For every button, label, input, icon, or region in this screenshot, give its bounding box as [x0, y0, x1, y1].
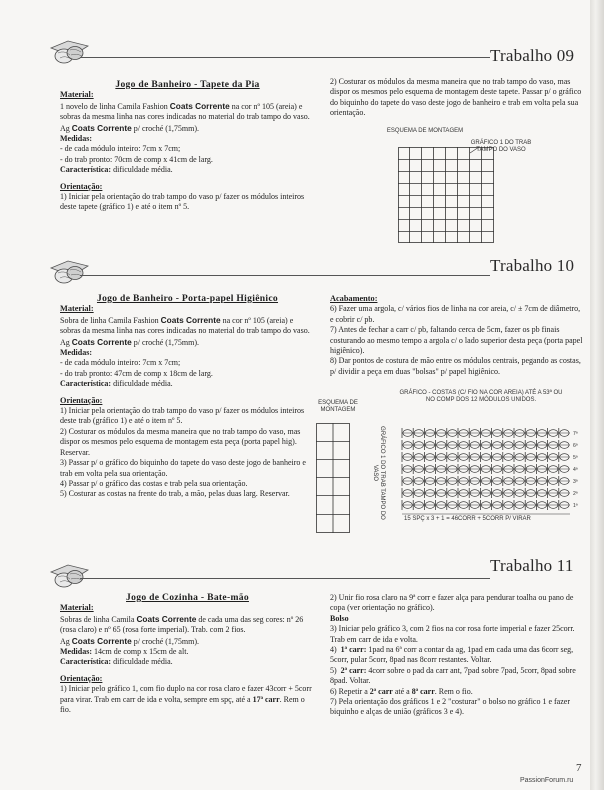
medida-item: - do trab pronto: 70cm de comp x 41cm de larg.: [60, 154, 213, 164]
instruction-step: 2) Costurar os módulos da mesma maneira que no trab tampo do vaso, mas dispor os mesmos pelo esquema de montagem esta peça (porta papel hig). Reservar.: [60, 426, 301, 457]
caracteristica-text: Característica: dificuldade média.: [60, 657, 173, 667]
medida-item: - de cada módulo inteiro: 7cm x 7cm;: [60, 358, 181, 368]
row-number-label: 2ª: [573, 491, 578, 497]
row-number-label: 4ª: [573, 467, 578, 473]
medidas-heading: Medidas:: [60, 348, 92, 358]
project-title: Jogo de Banheiro - Tapete da Pia: [115, 79, 260, 90]
row-number-label: 3ª: [573, 479, 578, 485]
material-heading: Material:: [60, 304, 94, 314]
yarn-ball-logo-icon: [48, 38, 90, 66]
instruction-step: 7) Pela orientação dos gráficos 1 e 2 "costurar" o bolso no gráfico 1 e fazer biquinho e alças de união (gráficos 3 e 4).: [330, 697, 570, 717]
row-number-label: 6ª: [573, 443, 578, 449]
header-rule: [80, 578, 490, 579]
header-rule: [80, 275, 490, 276]
instruction-step: 1) Iniciar pelo gráfico 1, com fio duplo na cor rosa claro e fazer 43corr + 5corr para virar. Trab em carr de ida e volta, sempre em spç, até a 17ª carr. Rem o fio.: [60, 684, 312, 715]
instruction-step: 2) Unir fio rosa claro na 9ª corr e fazer alça para pendurar toalha ou pano de copa (ver orientação no gráfico).: [330, 593, 574, 613]
section-10-left-column: [60, 294, 315, 500]
instruction-step: 6) Repetir a 2ª carr até a 8ª carr. Rem o fio.: [330, 686, 473, 696]
acabamento-heading: Acabamento:: [330, 294, 378, 303]
chart-label: ESQUEMA DE MONTAGEM: [386, 128, 464, 134]
section-header: Trabalho 09: [490, 46, 575, 65]
chart-label: GRÁFICO - COSTAS (C/ FIO NA COR AREIA) ATÉ A 53ª OU NO COMP DOS 12 MÓDULOS UNIDOS.: [399, 390, 563, 403]
needle-text: Ag Coats Corrente p/ croché (1,75mm).: [60, 336, 200, 347]
chart-label: GRÁFICO 1 DO TRAB TAMPO DO VASO: [372, 426, 385, 520]
section-11-right-column: [330, 593, 585, 718]
page-number: 7: [576, 762, 582, 774]
caracteristica-text: Característica: dificuldade média.: [60, 165, 173, 175]
instruction-step: 5) 2ª carr: 4corr sobre o pad da carr ant, 7pad sobre 7pad, 5corr, 8pad sobre 8pad. Voltar.: [330, 665, 576, 686]
material-heading: Material:: [60, 90, 94, 100]
medidas-heading: Medidas:: [60, 134, 92, 144]
project-title: Jogo de Cozinha - Bate-mão: [126, 592, 249, 603]
section-09-right-column: [330, 77, 585, 119]
needle-text: Ag Coats Corrente p/ croché (1,75mm).: [60, 635, 200, 646]
medida-item: - de cada módulo inteiro: 7cm x 7cm;: [60, 144, 181, 154]
assembly-grid-chart: [398, 147, 494, 243]
orientacao-heading: Orientação:: [60, 395, 103, 405]
section-header: Trabalho 11: [490, 556, 574, 575]
row-number-label: 1ª: [573, 503, 578, 509]
medida-item: - do trab pronto: 47cm de comp x 18cm de larg.: [60, 368, 213, 378]
header-rule: [80, 57, 490, 58]
instruction-step: 4) Passar p/ o gráfico das costas e trab pela sua orientação.: [60, 478, 248, 488]
medidas-text: Medidas: 14cm de comp x 15cm de alt.: [60, 647, 189, 657]
instruction-step: 1) Iniciar pela orientação do trab tampo do vaso p/ fazer os módulos inteiros deste tapete (gráfico 1) e até o item nº 5.: [60, 192, 305, 212]
section-header: Trabalho 10: [490, 256, 575, 275]
watermark: PassionForum.ru: [520, 777, 574, 784]
instruction-step: 1) Iniciar pela orientação do trab tampo do vaso p/ fazer os módulos inteiros deste trab (gráfico 1) e até o item nº 5.: [60, 406, 305, 426]
bolso-heading: Bolso: [330, 613, 349, 623]
instruction-step: 3) Iniciar pelo gráfico 3, com 2 fios na cor rosa forte imperial e fazer 25corr. Trab em carr de ida e volta.: [330, 624, 575, 644]
project-title: Jogo de Banheiro - Porta-papel Higiênico: [96, 293, 279, 304]
page-spine: [590, 0, 604, 790]
material-text: Sobras de linha Camila Coats Corrente de cada uma das seg cores: nº 26 (rosa claro) e nº 65 (rosa forte imperial). Trab. com 2 fios.: [60, 613, 304, 635]
material-text: Sobra de linha Camila Fashion Coats Corrente na cor nº 105 (areia) e sobras da mesma linha nas cores indicadas no material do trab tampo do vaso.: [60, 314, 310, 336]
yarn-ball-logo-icon: [48, 562, 90, 590]
caracteristica-text: Característica: dificuldade média.: [60, 379, 173, 389]
chart-label: GRÁFICO 1 DO TRAB TAMPO DO VASO: [470, 140, 532, 153]
instruction-step: 8) Dar pontos de costura de mão entre os módulos centrais, pegando as costas, p/ dividir a peça em duas "bolsas" p/ papel higiênico.: [330, 356, 581, 376]
instruction-step: 4) 1ª carr: 1pad na 6ª corr a contar da ag, 1pad em cada uma das 6corr seg, 5corr, pular 5corr, 8pad nas 8corr restantes. Voltar.: [330, 645, 574, 665]
section-10-right-column: [330, 294, 585, 377]
section-11-left-column: [60, 593, 315, 715]
orientacao-heading: Orientação:: [60, 181, 103, 191]
material-heading: Material:: [60, 603, 94, 613]
orientacao-heading: Orientação:: [60, 673, 103, 683]
instruction-step: 7) Antes de fechar a carr c/ pb, faltando cerca de 5cm, fazer os pb finais costurando ao mesmo tempo a argola c/ o lado superior desta peça (porta papel higiênico).: [330, 325, 583, 356]
instruction-step: 6) Fazer uma argola, c/ vários fios de linha na cor areia, c/ ± 7cm de diâmetro, e cobrir c/ pb.: [330, 304, 581, 324]
needle-text: Ag Coats Corrente p/ croché (1,75mm).: [60, 122, 200, 133]
chart-label: 15 SPÇ x 3 + 1 = 46CORR + 5CORR P/ VIRAR: [404, 516, 531, 522]
instruction-step: 3) Passar p/ o gráfico do biquinho do tapete do vaso deste jogo de banheiro e trab em volta pela sua orientação.: [60, 458, 306, 478]
row-number-label: 7ª: [573, 431, 578, 437]
instruction-step: 2) Costurar os módulos da mesma maneira que no trab tampo do vaso, mas dispor os mesmos pelo esquema de montagem deste tapete. Passar p/ o gráfico do biquinho do tapete do vaso deste jogo de banheiro e trab em volta pela sua orientação.: [330, 77, 582, 118]
chart-label: ESQUEMA DE MONTAGEM: [318, 400, 358, 413]
row-number-label: 5ª: [573, 455, 578, 461]
instruction-step: 5) Costurar as costas na frente do trab, a mão, pelas duas larg. Reservar.: [60, 489, 290, 499]
yarn-ball-logo-icon: [48, 258, 90, 286]
material-text: 1 novelo de linha Camila Fashion Coats Corrente na cor nº 105 (areia) e sobras da mesma linha nas cores indicadas no material do trab tampo do vaso.: [60, 100, 310, 122]
section-09-left-column: [60, 80, 315, 213]
costas-stitch-chart: [394, 417, 594, 517]
assembly-grid-chart: [316, 423, 350, 533]
